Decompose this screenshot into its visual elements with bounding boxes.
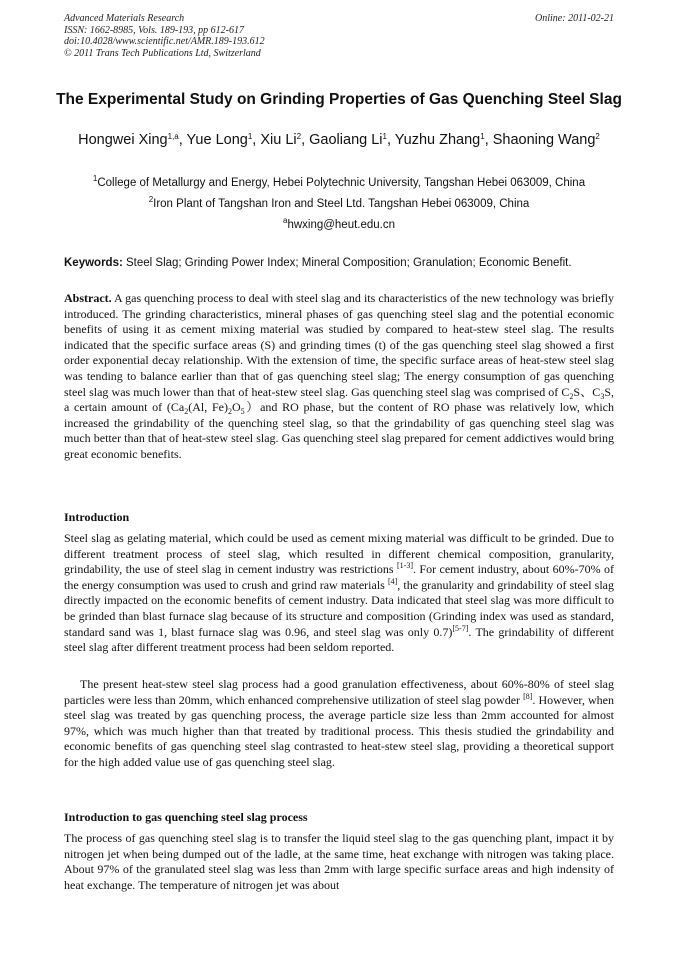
author-sup: 1,a <box>167 132 179 141</box>
intro-paragraph-1 <box>64 531 614 656</box>
citation-ref: [1-3] <box>397 561 414 571</box>
citation-ref: [4] <box>387 576 398 586</box>
author: , Yue Long <box>178 132 248 148</box>
subscript: 2 <box>227 407 232 417</box>
abstract-text: S, a certain amount of (Ca <box>64 384 614 415</box>
author-sup: 2 <box>296 132 302 141</box>
section-heading-introduction: Introduction <box>64 510 130 524</box>
keywords-text: Steel Slag; Grinding Power Index; Mineral Composition; Granulation; Economic Benefit. <box>122 257 572 269</box>
body-text: , the granularity and grindability of steel slag directly impacted on the economic benefits of cement industry. Data indicated that steel slag was more difficult to be grinded than blast furnace slag because of its structure and composition (Grinding index was used as standard, standard sand was 1, blast furnace slag was 0.96, and steel slag was only 0.7) <box>64 577 614 639</box>
email-sup: a <box>282 216 288 225</box>
abstract-text: O <box>231 400 241 415</box>
citation-ref: [8] <box>523 691 533 701</box>
body-text: The present heat-stew steel slag process had a good granulation effectiveness, about 60%-80% of steel slag particles were less than 20mm, which enhanced comprehensive utilization of steel slag powder <box>64 677 614 707</box>
email-text: hwxing@heut.edu.cn <box>287 219 396 231</box>
author-sup: 2 <box>595 132 600 141</box>
doi-line: doi:10.4028/www.scientific.net/AMR.189-193.612 <box>64 36 265 47</box>
author: , Xiu Li <box>252 132 297 148</box>
abstract-text: S、C <box>573 384 601 399</box>
author-sup: 1 <box>480 132 485 141</box>
author: , Yuzhu Zhang <box>386 132 481 148</box>
copyright-line: © 2011 Trans Tech Publications Ltd, Switzerland <box>64 47 261 59</box>
body-text: . For cement industry, about 60%-70% of the energy consumption was used to crush and grind raw materials <box>64 562 615 592</box>
section-heading-process: Introduction to gas quenching steel slag process <box>64 810 308 824</box>
process-paragraph-1: The process of gas quenching steel slag is to transfer the liquid steel slag to the gas quenching plant, impact it by nitrogen jet when being dumped out of the ladle, at the same time, heat exchange with nitrogen was taking place. About 97% of the granulated steel slag was less than 2mm with large specific surface areas and high indensity of heat exchange. The temperature of nitrogen jet was about <box>64 831 614 892</box>
subscript: 2 <box>184 407 189 417</box>
body-text: . The grindability of different steel slag after different treatment process had been seldom reported. <box>64 624 614 655</box>
issn-line: ISSN: 1662-8985, Vols. 189-193, pp 612-617 <box>64 24 244 36</box>
affiliation-2 <box>40 197 638 211</box>
affiliation-sup: 2 <box>148 195 154 204</box>
citation-ref: [5-7] <box>452 623 469 633</box>
author: , Shaoning Wang <box>484 132 596 148</box>
affiliation-text: College of Metallurgy and Energy, Hebei Polytechnic University, Tangshan Hebei 063009, China <box>97 177 586 189</box>
author: Hongwei Xing <box>78 132 168 148</box>
subscript: 3 <box>600 391 605 401</box>
author-sup: 1 <box>382 132 387 141</box>
affiliation-text: Iron Plant of Tangshan Iron and Steel Ltd. Tangshan Hebei 063009, China <box>153 198 530 210</box>
paper-title: The Experimental Study on Grinding Properties of Gas Quenching Steel Slag <box>56 91 622 108</box>
author-email <box>40 218 638 232</box>
abstract-label: Abstract. <box>64 291 112 305</box>
subscript: 2 <box>569 391 574 401</box>
affiliation-1 <box>40 176 638 190</box>
journal-name: Advanced Materials Research <box>64 13 185 24</box>
intro-paragraph-2 <box>64 677 614 771</box>
author-sup: 1 <box>247 132 253 141</box>
affiliation-sup: 1 <box>92 174 98 183</box>
keywords <box>64 256 618 270</box>
author: , Gaoliang Li <box>301 132 383 148</box>
author-list <box>60 131 618 150</box>
body-text: . However, when steel slag was treated by gas quenching process, the average particle size less than 2mm accounted for almost 97%, which was much higher than that treated by traditional process. This thesis studied the grindability and economic benefits of gas quenching steel slag contrasted to heat-stew steel slag, providing a theoretical support for the high added value use of gas quenching steel slag. <box>64 692 614 769</box>
journal-header <box>64 13 614 59</box>
abstract-text: ）and RO phase, but the content of RO phase was relatively low, which increased the grindability of the quenching steel slag, so that the grindability of gas quenching steel slag was much better than that of heat-stew steel slag. Gas quenching steel slag prepared for cement addictives would bring great economic benefits. <box>64 400 614 461</box>
subscript: 5 <box>240 407 245 417</box>
abstract-text: (Al, Fe) <box>188 400 228 415</box>
online-date: Online: 2011-02-21 <box>535 13 614 24</box>
keywords-label: Keywords: <box>64 257 123 269</box>
abstract-text: A gas quenching process to deal with steel slag and its characteristics of the new technology was briefly introduced. The grinding characteristics, mineral phases of gas quenching steel slag and the potential economic benefits of using it as cement mixing material was studied by compared to heat-stew steel slag. The results indicated that the specific surface areas (S) and grinding times (t) of the gas quenching steel slag showed a first order exponential decay relationship. With the extension of time, the specific surface areas of heat-stew steel slag was tending to balance earlier than that of gas quenching steel slag; The energy consumption of gas quenching steel slag was much lower than that of heat-stew steel slag. Gas quenching steel slag was comprised of C <box>64 291 614 399</box>
abstract-paragraph <box>64 291 614 463</box>
body-text: Steel slag as gelating material, which could be used as cement mixing material was difficult to be grinded. Due to different treatment process of steel slag, which resulted in different chemical composition, granularity, grindability, the use of steel slag in cement industry was restrictions <box>64 531 614 577</box>
